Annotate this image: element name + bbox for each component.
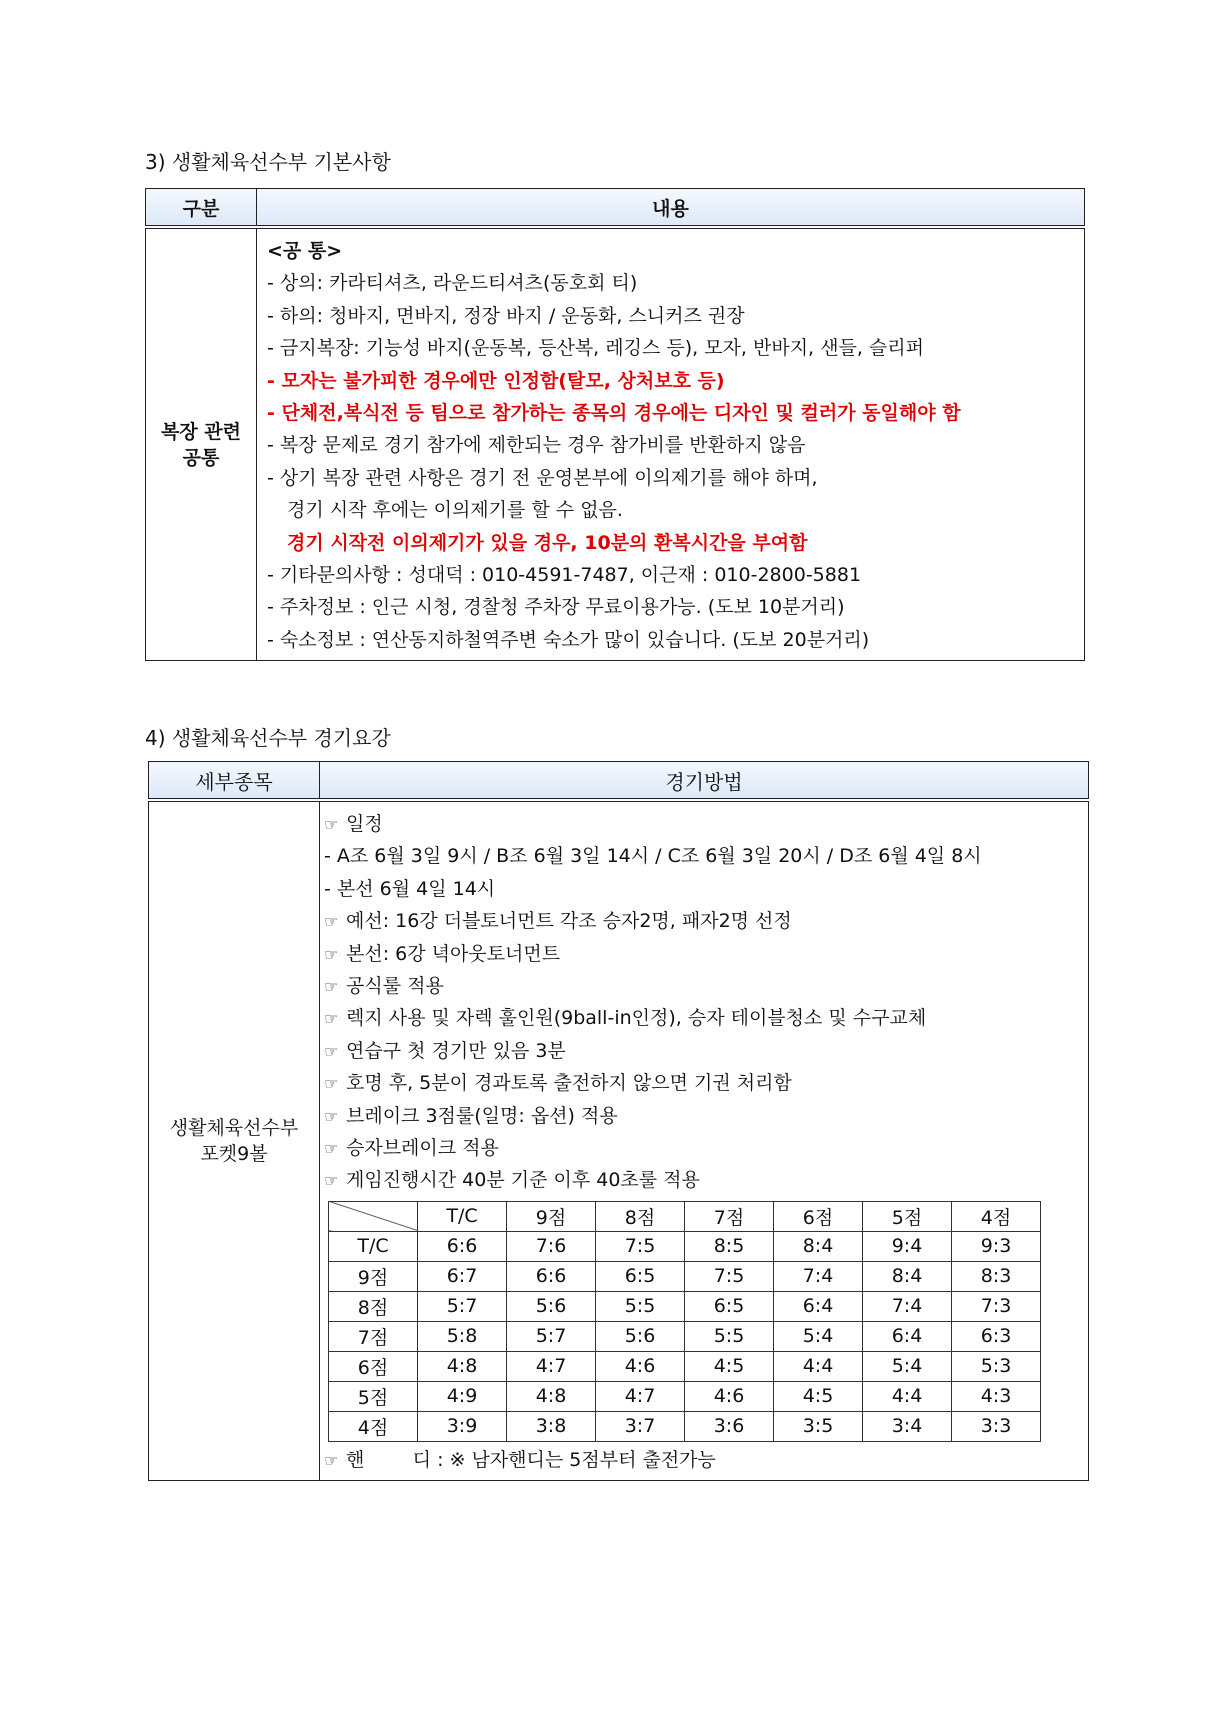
rule-line: ☞ 게임진행시간 40분 기준 이후 40초룰 적용	[324, 1164, 1084, 1196]
header-event: 세부종목	[149, 762, 320, 801]
handicap-row	[329, 1381, 1041, 1411]
handicap-cell: 4:5	[774, 1381, 863, 1411]
handicap-row-header: 8점	[329, 1291, 418, 1321]
handicap-cell: 5:4	[774, 1321, 863, 1351]
handicap-row	[329, 1291, 1041, 1321]
pointing-hand-icon: ☞	[324, 1171, 339, 1191]
handicap-row-header: 5점	[329, 1381, 418, 1411]
header-method: 경기방법	[320, 762, 1089, 801]
handicap-cell: 4:8	[507, 1381, 596, 1411]
rule-line: ☞ 일정	[324, 808, 1084, 840]
rule-line: ☞ 본선: 6강 녁아웃토너먼트	[324, 938, 1084, 970]
category-label-line2: 공통	[182, 446, 220, 469]
handicap-col-header: 9점	[507, 1201, 596, 1231]
handicap-cell: 8:3	[952, 1261, 1041, 1291]
handicap-note-line: ☞ 핸 디 : ※ 남자핸디는 5점부터 출전가능	[324, 1444, 1084, 1476]
handicap-cell: 6:4	[774, 1291, 863, 1321]
section4-title: 4) 생활체육선수부 경기요강	[145, 726, 391, 750]
handicap-cell: 6:5	[596, 1261, 685, 1291]
handicap-cell: 9:4	[863, 1231, 952, 1261]
handicap-col-header: 4점	[952, 1201, 1041, 1231]
event-label-line2: 포켓9볼	[200, 1143, 268, 1166]
event-label	[149, 800, 320, 1481]
handicap-cell: 5:5	[685, 1321, 774, 1351]
category-label	[146, 227, 257, 661]
game-rules-content	[320, 800, 1089, 1481]
handicap-cell: 5:6	[507, 1291, 596, 1321]
handicap-col-header: 8점	[596, 1201, 685, 1231]
handicap-row	[329, 1261, 1041, 1291]
schedule-line: - A조 6월 3일 9시 / B조 6월 3일 14시 / C조 6월 3일 20시 / D조 6월 4일 8시	[324, 845, 982, 868]
handicap-cell: 6:6	[507, 1261, 596, 1291]
rule-line: - 상의: 카라티셔츠, 라운드티셔츠(동호회 티)	[267, 272, 638, 295]
handicap-cell: 7:3	[952, 1291, 1041, 1321]
handicap-cell: 6:5	[685, 1291, 774, 1321]
handicap-cell: 4:8	[418, 1351, 507, 1381]
pointing-hand-icon: ☞	[324, 815, 339, 834]
handicap-cell: 3:3	[952, 1411, 1041, 1441]
rule-line: - 하의: 청바지, 면바지, 정장 바지 / 운동화, 스니커즈 권장	[267, 304, 745, 327]
handicap-row	[329, 1351, 1041, 1381]
handicap-cell: 4:6	[596, 1351, 685, 1381]
handicap-cell: 7:5	[685, 1261, 774, 1291]
handicap-cell: 6:6	[418, 1231, 507, 1261]
handicap-cell: 7:4	[774, 1261, 863, 1291]
handicap-cell: 7:5	[596, 1231, 685, 1261]
handicap-cell: 5:4	[863, 1351, 952, 1381]
handicap-cell: 6:4	[863, 1321, 952, 1351]
rule-line: ☞ 렉지 사용 및 자렉 훌인원(9ball-in인정), 승자 테이블청소 및 수구교체	[324, 1002, 1084, 1034]
rule-line: ☞ 브레이크 3점룰(일명: 옵션) 적용	[324, 1100, 1084, 1132]
handicap-cell: 4:7	[596, 1381, 685, 1411]
event-label-line1: 생활체육선수부	[169, 1117, 299, 1140]
handicap-row-header: T/C	[329, 1231, 418, 1261]
rule-line: ☞ 예선: 16강 더블토너먼트 각조 승자2명, 패자2명 선정	[324, 905, 1084, 937]
handicap-cell: 5:6	[596, 1321, 685, 1351]
dress-code-table	[145, 188, 1085, 661]
handicap-row	[329, 1321, 1041, 1351]
handicap-cell: 6:7	[418, 1261, 507, 1291]
handicap-cell: 4:9	[418, 1381, 507, 1411]
contact-line: - 기타문의사항 : 성대덕 : 010-4591-7487, 이근재 : 010-2800-5881	[267, 563, 862, 586]
handicap-cell: 4:4	[863, 1381, 952, 1411]
handicap-row-header: 4점	[329, 1411, 418, 1441]
handicap-cell: 3:9	[418, 1411, 507, 1441]
handicap-cell: 4:6	[685, 1381, 774, 1411]
pointing-hand-icon: ☞	[324, 1009, 339, 1029]
handicap-row	[329, 1411, 1041, 1441]
handicap-cell: 4:4	[774, 1351, 863, 1381]
handicap-cell: 5:5	[596, 1291, 685, 1321]
header-category: 구분	[146, 189, 257, 228]
handicap-cell: 7:4	[863, 1291, 952, 1321]
game-rules-table	[148, 761, 1089, 1481]
rule-line-important: - 단체전,복식전 등 팀으로 참가하는 종목의 경우에는 디자인 및 컬러가 동일해야 함	[267, 401, 961, 424]
pointing-hand-icon: ☞	[324, 1106, 339, 1126]
lodging-line: - 숙소정보 : 연산동지하철역주변 숙소가 많이 있습니다. (도보 20분거리)	[267, 628, 870, 651]
pointing-hand-icon: ☞	[324, 1450, 339, 1470]
handicap-row-header: 6점	[329, 1351, 418, 1381]
handicap-cell: 3:7	[596, 1411, 685, 1441]
handicap-cell: 3:5	[774, 1411, 863, 1441]
handicap-row	[329, 1231, 1041, 1261]
header-content: 내용	[257, 189, 1085, 228]
rule-line-important: - 모자는 불가피한 경우에만 인정함(탈모, 상처보호 등)	[267, 369, 725, 392]
handicap-cell: 9:3	[952, 1231, 1041, 1261]
rule-line: - 금지복장: 기능성 바지(운동복, 등산복, 레깅스 등), 모자, 반바지, 샌들, 슬리퍼	[267, 337, 924, 360]
handicap-cell: 5:7	[418, 1291, 507, 1321]
rule-line: - 상기 복장 관련 사항은 경기 전 운영본부에 이의제기를 해야 하며,	[267, 466, 818, 489]
handicap-cell: 7:6	[507, 1231, 596, 1261]
handicap-cell: 4:3	[952, 1381, 1041, 1411]
rule-line: ☞ 공식룰 적용	[324, 970, 1084, 1002]
handicap-col-header: 5점	[863, 1201, 952, 1231]
rule-line: ☞ 연습구 첫 경기만 있음 3분	[324, 1035, 1084, 1067]
pointing-hand-icon: ☞	[324, 976, 339, 996]
handicap-col-header: T/C	[418, 1201, 507, 1231]
handicap-col-header: 6점	[774, 1201, 863, 1231]
pointing-hand-icon: ☞	[324, 944, 339, 964]
pointing-hand-icon: ☞	[324, 912, 339, 932]
category-label-line1: 복장 관련	[160, 420, 242, 443]
rule-line: ☞ 호명 후, 5분이 경과토록 출전하지 않으면 기권 처리함	[324, 1067, 1084, 1099]
rule-line-important: 경기 시작전 이의제기가 있을 경우, 10분의 환복시간을 부여함	[287, 531, 808, 554]
pointing-hand-icon: ☞	[324, 1041, 339, 1061]
common-heading: <공 통>	[267, 240, 343, 262]
handicap-cell: 6:3	[952, 1321, 1041, 1351]
handicap-corner-cell	[329, 1201, 418, 1231]
rule-line: ☞ 승자브레이크 적용	[324, 1132, 1084, 1164]
rule-line: 경기 시작 후에는 이의제기를 할 수 없음.	[287, 499, 623, 522]
handicap-cell: 4:7	[507, 1351, 596, 1381]
handicap-row-header: 9점	[329, 1261, 418, 1291]
handicap-cell: 8:5	[685, 1231, 774, 1261]
parking-line: - 주차정보 : 인근 시청, 경찰청 주차장 무료이용가능. (도보 10분거리)	[267, 596, 845, 619]
dress-code-content	[257, 227, 1085, 661]
handicap-cell: 8:4	[863, 1261, 952, 1291]
handicap-cell: 5:3	[952, 1351, 1041, 1381]
schedule-line: - 본선 6월 4일 14시	[324, 877, 496, 900]
handicap-cell: 5:7	[507, 1321, 596, 1351]
handicap-cell: 4:5	[685, 1351, 774, 1381]
handicap-col-header: 7점	[685, 1201, 774, 1231]
handicap-row-header: 7점	[329, 1321, 418, 1351]
section3-title: 3) 생활체육선수부 기본사항	[145, 150, 391, 174]
handicap-cell: 3:6	[685, 1411, 774, 1441]
pointing-hand-icon: ☞	[324, 1074, 339, 1094]
rule-line: - 복장 문제로 경기 참가에 제한되는 경우 참가비를 반환하지 않음	[267, 434, 806, 457]
pointing-hand-icon: ☞	[324, 1138, 339, 1158]
handicap-cell: 8:4	[774, 1231, 863, 1261]
handicap-cell: 3:4	[863, 1411, 952, 1441]
handicap-cell: 5:8	[418, 1321, 507, 1351]
handicap-table	[328, 1201, 1041, 1442]
handicap-cell: 3:8	[507, 1411, 596, 1441]
